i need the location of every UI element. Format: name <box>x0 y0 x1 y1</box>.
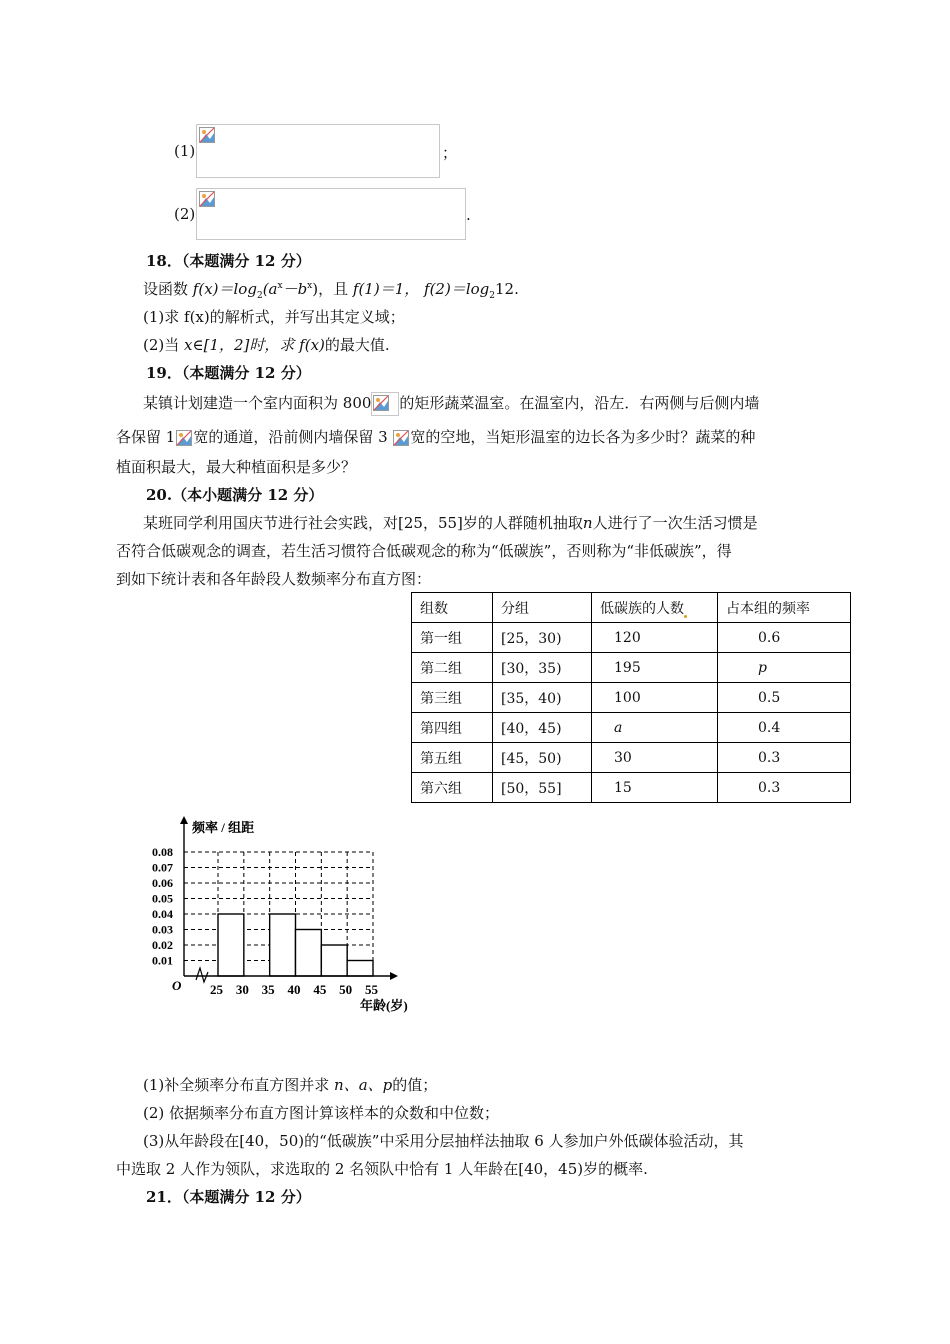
q17-item1-end: ； <box>442 144 458 162</box>
table-row <box>412 713 851 743</box>
q18-math: －b <box>282 280 308 298</box>
q18-math: f(1)＝1， <box>352 280 420 298</box>
table-row <box>412 773 851 803</box>
table-cell: 第三组 <box>412 683 493 713</box>
q18-line1 <box>143 278 519 301</box>
y-axis-arrow-icon <box>180 816 188 824</box>
q20-text: 的值； <box>392 1076 438 1094</box>
table-cell: a <box>592 713 718 743</box>
table-cell: 0.3 <box>718 743 851 773</box>
histogram-bar <box>270 914 296 976</box>
q19-line3: 植面积最大，最大种植面积是多少？ <box>116 458 357 476</box>
q20-part2: (2) 依据频率分布直方图计算该样本的众数和中位数； <box>143 1104 500 1122</box>
q18-part1: (1)求 f(x)的解析式，并写出其定义域； <box>143 308 405 326</box>
q19-heading: 19．（本题满分 12 分） <box>146 364 311 382</box>
q20-math: n、a、p <box>334 1076 393 1094</box>
y-tick-label: 0.03 <box>152 922 173 937</box>
q17-item2-label: (2) <box>174 205 196 223</box>
histogram-bar <box>218 914 244 976</box>
table-row <box>412 653 851 683</box>
q18-sub: 2 <box>256 291 263 301</box>
q20-text: 某班同学利用国庆节进行社会实践，对[25，55]岁的人群随机抽取 <box>143 514 583 532</box>
q19-text: 的矩形蔬菜温室。在温室内，沿左．右两侧与后侧内墙 <box>399 394 760 412</box>
q20-math: n <box>582 514 593 532</box>
y-tick-label: 0.08 <box>152 845 173 859</box>
table-cell: [25，30) <box>493 623 592 653</box>
q18-math: f(x) <box>299 336 325 354</box>
table-cell: [45，50) <box>493 743 592 773</box>
q18-heading: 18．（本题满分 12 分） <box>146 252 311 270</box>
table-cell: 0.3 <box>718 773 851 803</box>
x-tick-label: 45 <box>313 982 327 997</box>
q19-text: 某镇计划建造一个室内面积为 800 <box>143 394 372 412</box>
table-cell: 0.5 <box>718 683 851 713</box>
unit-image <box>175 429 193 447</box>
q18-text: 的最大值. <box>324 336 390 354</box>
q18-sup: x <box>277 281 283 291</box>
q20-line2: 否符合低碳观念的调查，若生活习惯符合低碳观念的称为“低碳族”，否则称为“非低碳族”，得 <box>116 542 732 560</box>
table-cell: 第二组 <box>412 653 493 683</box>
table-cell: [35，40) <box>493 683 592 713</box>
histogram-bar <box>321 945 347 976</box>
table-row <box>412 623 851 653</box>
table-cell: 100 <box>592 683 718 713</box>
q17-item1-label: (1) <box>174 142 196 160</box>
table-cell: 15 <box>592 773 718 803</box>
table-cell: 120 <box>592 623 718 653</box>
table-cell: 第一组 <box>412 623 493 653</box>
q18-math: (a <box>262 280 278 298</box>
table-header-cell: 分组 <box>493 593 592 623</box>
table-cell: 第四组 <box>412 713 493 743</box>
broken-image-icon <box>199 191 215 207</box>
q19-line1 <box>143 392 759 416</box>
histogram-bar <box>296 930 322 977</box>
q18-math: f(x)＝log <box>192 280 257 298</box>
q20-text: (1)补全频率分布直方图并求 <box>143 1076 330 1094</box>
unit-image <box>392 429 410 447</box>
x-tick-label: 55 <box>365 982 378 997</box>
table-cell: [40，45) <box>493 713 592 743</box>
stats-table <box>411 592 851 803</box>
q17-item2-end: . <box>466 206 471 224</box>
y-tick-label: 0.01 <box>152 953 173 968</box>
table-cell: [50，55] <box>493 773 592 803</box>
q17-formula-image-1 <box>196 124 440 178</box>
y-tick-label: 0.02 <box>152 938 173 952</box>
broken-image-icon <box>393 430 409 446</box>
y-tick-label: 0.06 <box>152 876 173 890</box>
q19-text: 宽的空地，当矩形温室的边长各为多少时？蔬菜的种 <box>410 428 756 446</box>
table-row <box>412 743 851 773</box>
table-cell: 0.4 <box>718 713 851 743</box>
table-cell: 0.6 <box>718 623 851 653</box>
x-tick-label: 25 <box>210 982 223 997</box>
broken-image-icon <box>176 430 192 446</box>
q20-line3: 到如下统计表和各年龄段人数频率分布直方图： <box>116 570 432 588</box>
q18-sub: 2 <box>489 291 495 301</box>
q18-part2 <box>143 334 390 355</box>
origin-label: O <box>172 978 182 993</box>
q18-text: )，且 <box>312 280 349 298</box>
q18-text: (2)当 <box>143 336 180 354</box>
x-axis-arrow-icon <box>390 972 398 980</box>
q20-part1 <box>143 1074 437 1095</box>
x-tick-label: 30 <box>235 982 249 997</box>
q20-part3-line1: (3)从年龄段在[40，50)的“低碳族”中采用分层抽样法抽取 6 人参加户外低碳体验活动，其 <box>143 1132 744 1150</box>
q18-text: 12. <box>494 280 519 298</box>
q20-line1 <box>143 512 758 533</box>
q20-part3-line2: 中选取 2 人作为领队，求选取的 2 名领队中恰有 1 人年龄在[40，45)岁的概率. <box>116 1160 648 1178</box>
q18-sup: x <box>307 281 313 291</box>
q20-heading: 20.（本小题满分 12 分） <box>146 486 324 504</box>
q17-formula-image-2 <box>196 188 466 240</box>
q19-text: 宽的通道，沿前侧内墙保留 3 <box>193 428 388 446</box>
y-tick-label: 0.04 <box>152 907 173 921</box>
axis-break-mark <box>196 968 208 982</box>
marker-dot <box>684 615 687 618</box>
table-header-cell: 组数 <box>412 593 493 623</box>
y-tick-label: 0.07 <box>152 860 173 875</box>
table-cell: 第五组 <box>412 743 493 773</box>
q20-text: 人进行了一次生活习惯是 <box>592 514 758 532</box>
table-cell: [30，35) <box>493 653 592 683</box>
x-tick-label: 40 <box>287 982 301 997</box>
histogram-bar <box>347 961 373 977</box>
frequency-histogram <box>150 812 420 1018</box>
unit-image <box>371 392 399 416</box>
table-header-cell: 占本组的频率 <box>718 593 851 623</box>
x-axis-label: 年龄(岁) <box>360 998 408 1013</box>
y-tick-label: 0.05 <box>152 891 173 906</box>
table-header-text: 低碳族的人数 <box>600 600 684 617</box>
table-cell: 第六组 <box>412 773 493 803</box>
table-header-cell <box>592 593 718 623</box>
q18-text: 设函数 <box>143 280 189 298</box>
q21-heading: 21．（本题满分 12 分） <box>146 1188 311 1206</box>
q18-math: f(2)＝log <box>424 280 490 298</box>
table-cell: p <box>718 653 851 683</box>
table-row <box>412 683 851 713</box>
table-header-row <box>412 593 851 623</box>
broken-image-icon <box>373 395 389 411</box>
table-cell: 30 <box>592 743 718 773</box>
y-axis-label: 频率 / 组距 <box>192 820 255 835</box>
x-tick-label: 35 <box>261 982 275 997</box>
q19-line2 <box>116 426 755 447</box>
table-cell: 195 <box>592 653 718 683</box>
x-tick-label: 50 <box>339 982 353 997</box>
q19-text: 各保留 1 <box>116 428 176 446</box>
broken-image-icon <box>199 127 215 143</box>
q18-math: x∈[1，2]时，求 <box>184 336 295 354</box>
